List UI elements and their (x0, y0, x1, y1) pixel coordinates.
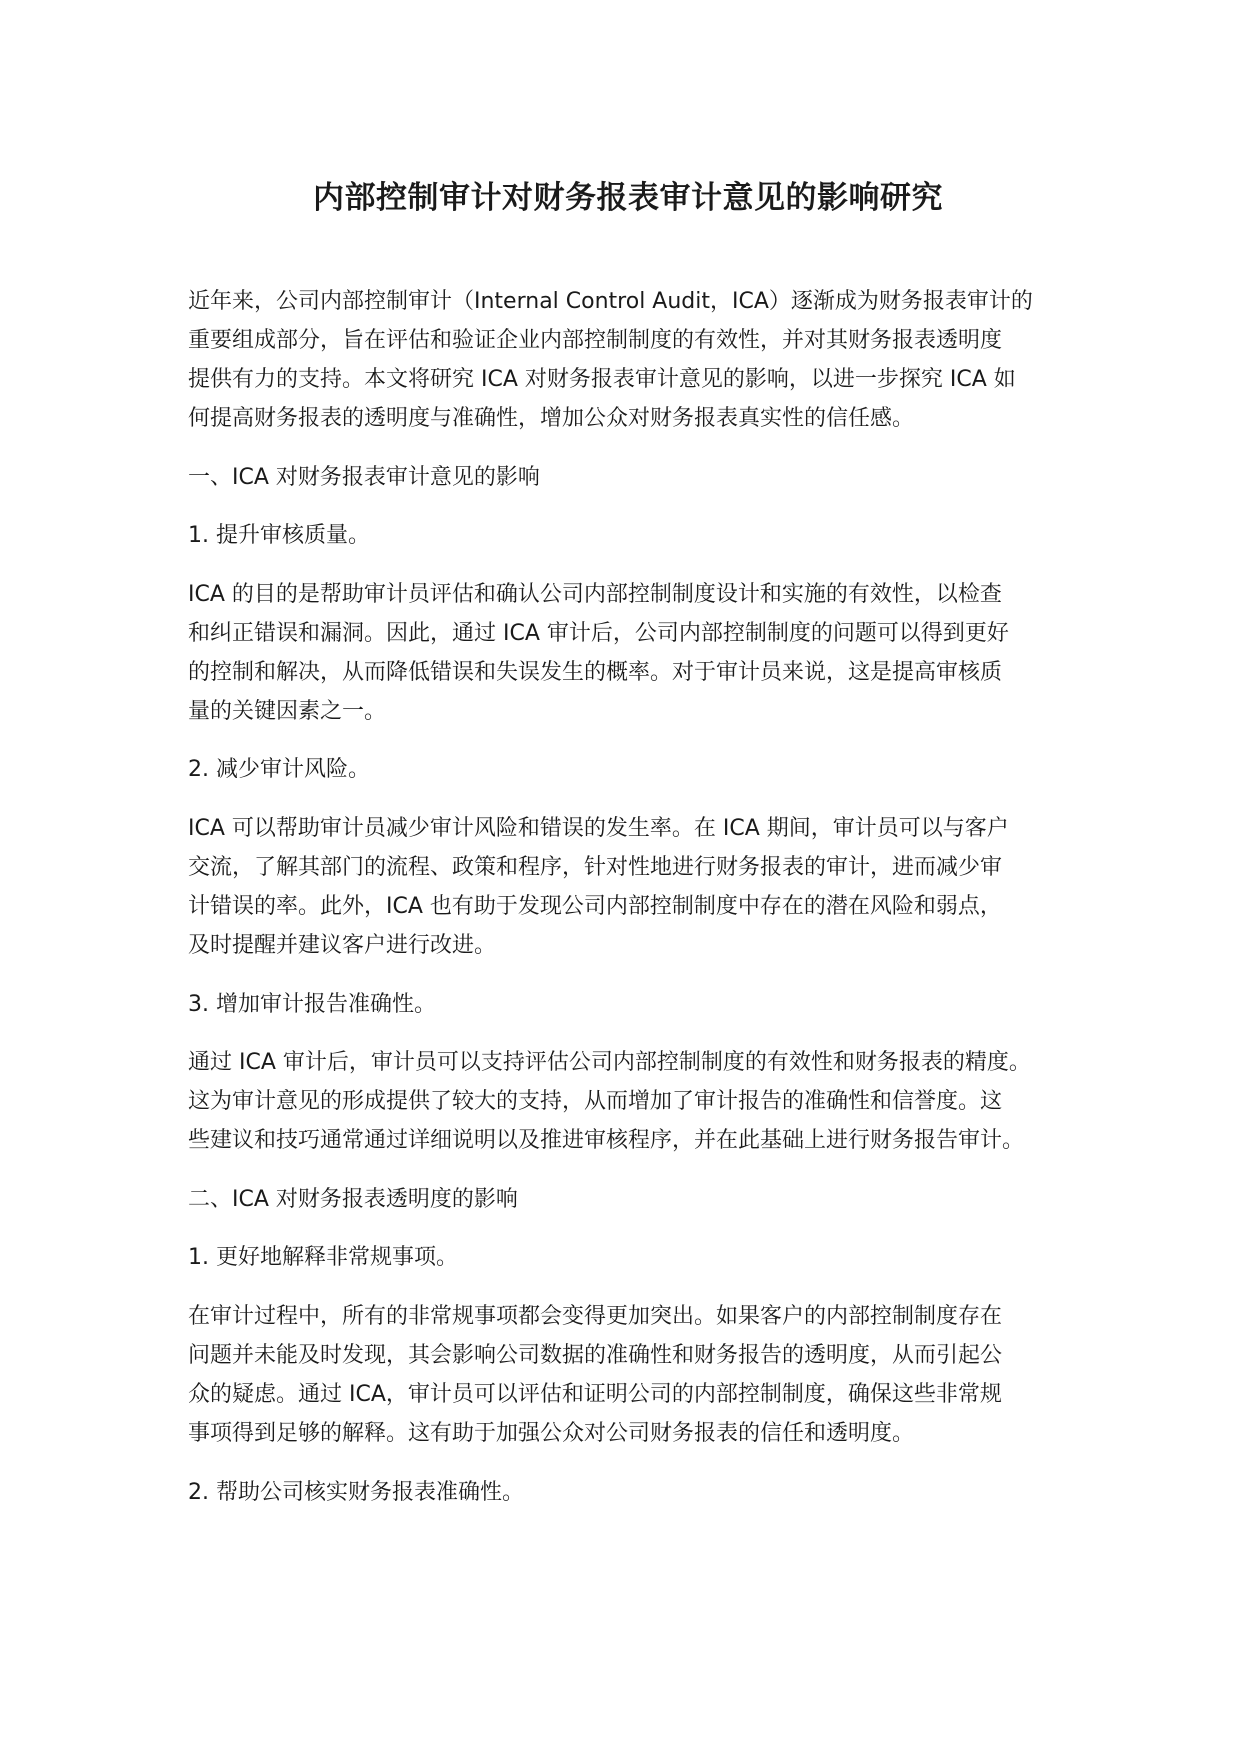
paragraph-line: 量的关键因素之一。 (188, 699, 387, 724)
paragraph-line: 提供有力的支持。本文将研究 ICA 对财务报表审计意见的影响，以进一步探究 ICA 如 (188, 367, 1016, 392)
paragraph-line: 问题并未能及时发现，其会影响公司数据的准确性和财务报告的透明度，从而引起公 (188, 1343, 1003, 1368)
paragraph-line: 重要组成部分，旨在评估和验证企业内部控制制度的有效性，并对其财务报表透明度 (188, 328, 1003, 353)
section-1-item-1-body (188, 575, 1068, 731)
paragraph-line: 及时提醒并建议客户进行改进。 (188, 933, 497, 958)
paragraph-line: 计错误的率。此外，ICA 也有助于发现公司内部控制制度中存在的潜在风险和弱点， (188, 894, 1002, 919)
paragraph-line: 通过 ICA 审计后，审计员可以支持评估公司内部控制制度的有效性和财务报表的精度。 (188, 1050, 1031, 1075)
paragraph-line: 事项得到足够的解释。这有助于加强公众对公司财务报表的信任和透明度。 (188, 1421, 915, 1446)
paragraph-line: ICA 可以帮助审计员减少审计风险和错误的发生率。在 ICA 期间，审计员可以与客户 (188, 816, 1009, 841)
paragraph-line: 近年来，公司内部控制审计（Internal Control Audit，ICA）逐渐成为财务报表审计的 (188, 289, 1033, 314)
section-1-item-1-title: 1. 提升审核质量。 (188, 523, 370, 548)
paragraph-line: 这为审计意见的形成提供了较大的支持，从而增加了审计报告的准确性和信誉度。这 (188, 1089, 1003, 1114)
paragraph-line: 和纠正错误和漏洞。因此，通过 ICA 审计后，公司内部控制制度的问题可以得到更好 (188, 621, 1009, 646)
paragraph-line: 在审计过程中，所有的非常规事项都会变得更加突出。如果客户的内部控制制度存在 (188, 1304, 1003, 1329)
paragraph-line: 众的疑虑。通过 ICA，审计员可以评估和证明公司的内部控制制度，确保这些非常规 (188, 1382, 1002, 1407)
paragraph-line: 些建议和技巧通常通过详细说明以及推进审核程序，并在此基础上进行财务报告审计。 (188, 1128, 1025, 1153)
section-2-item-1-body (188, 1297, 1068, 1453)
paragraph-line: 的控制和解决，从而降低错误和失误发生的概率。对于审计员来说，这是提高审核质 (188, 660, 1003, 685)
section-1-heading: 一、ICA 对财务报表审计意见的影响 (188, 465, 540, 490)
intro-paragraph (188, 282, 1068, 438)
paragraph-line: 交流，了解其部门的流程、政策和程序，针对性地进行财务报表的审计，进而减少审 (188, 855, 1003, 880)
section-1-item-3-body (188, 1043, 1068, 1160)
section-2-item-1-title: 1. 更好地解释非常规事项。 (188, 1245, 458, 1270)
section-2-item-2-title: 2. 帮助公司核实财务报表准确性。 (188, 1480, 524, 1505)
section-1-item-2-body (188, 809, 1068, 965)
section-2-heading: 二、ICA 对财务报表透明度的影响 (188, 1187, 518, 1212)
paragraph-line: 何提高财务报表的透明度与准确性，增加公众对财务报表真实性的信任感。 (188, 406, 915, 431)
document-title: 内部控制审计对财务报表审计意见的影响研究 (313, 180, 943, 216)
section-1-item-2-title: 2. 减少审计风险。 (188, 757, 370, 782)
paragraph-line: ICA 的目的是帮助审计员评估和确认公司内部控制制度设计和实施的有效性，以检查 (188, 582, 1002, 607)
section-1-item-3-title: 3. 增加审计报告准确性。 (188, 992, 436, 1017)
